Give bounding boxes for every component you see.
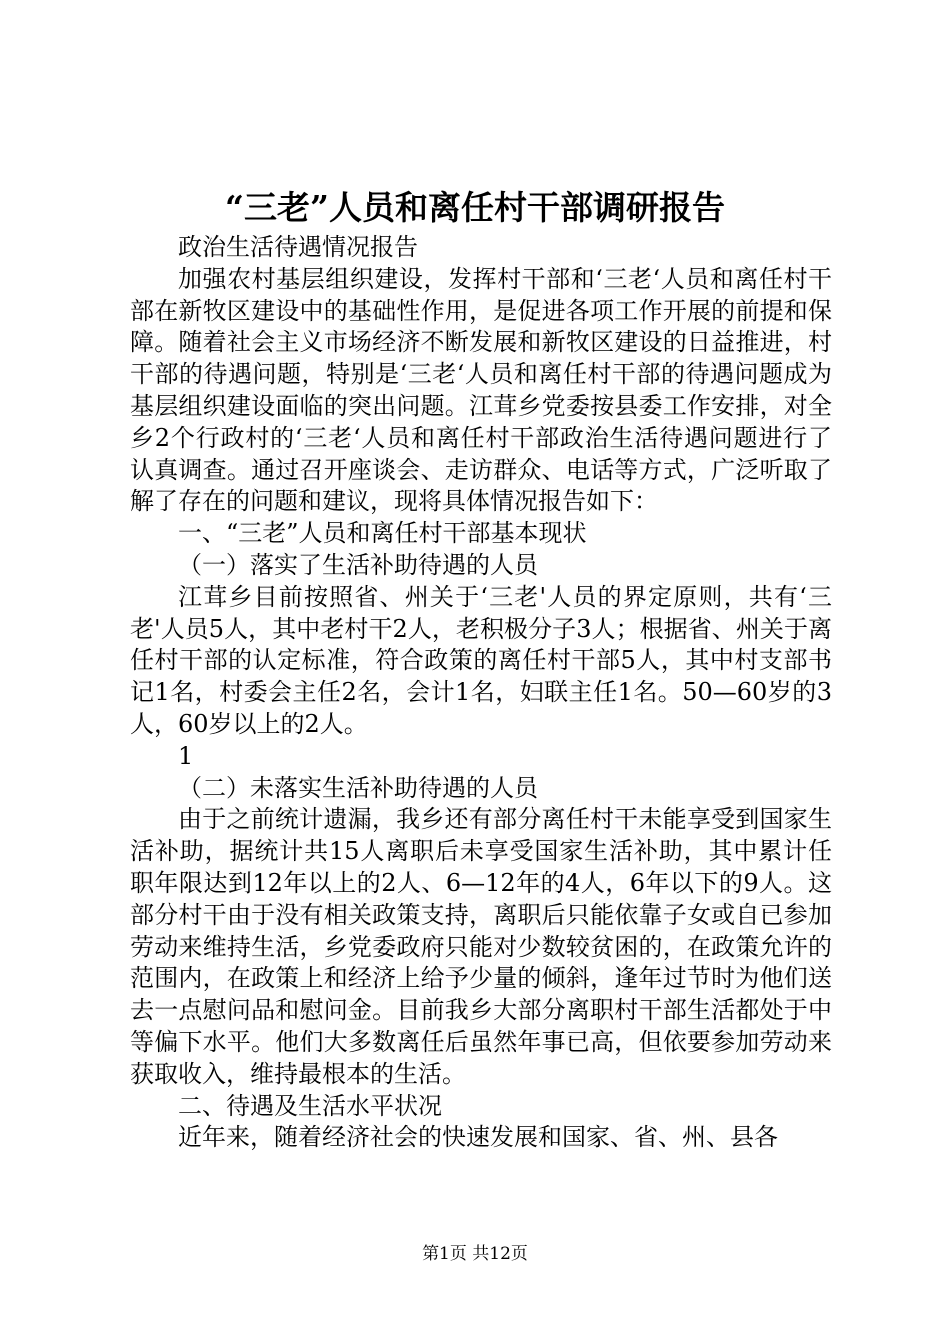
paragraph-subtitle: 政治生活待遇情况报告: [178, 233, 418, 261]
paragraph-section-2: 近年来，随着经济社会的快速发展和国家、省、州、县各: [178, 1123, 778, 1152]
heading-section-2: 二、待遇及生活水平状况: [178, 1091, 442, 1120]
document-body: [130, 232, 832, 1154]
paragraph-subsection-2: 由于之前统计遗漏，我乡还有部分离任村干未能享受到国家生活补助，据统计共15人离职后未享受国家生活补助，其中累计任职年限达到12年以上的2人、6—12年的4人，6年以下的9人。这部分村干由于没有相关政策支持，离职后只能依靠子女或自已参加劳动来维持生活，乡党委政府只能对少数较贫困的，在政策允许的范围内，在政策上和经济上给予少量的倾斜，逢年过节时为他们送去一点慰问品和慰问金。目前我乡大部分离职村干部生活都处于中等偏下水平。他们大多数离任后虽然年事已高，但依要参加劳动来获取收入，维持最根本的生活。: [130, 805, 832, 1088]
paragraph-intro: 加强农村基层组织建设，发挥村干部和‘三老‘人员和离任村干部在新牧区建设中的基础性作用，是促进各项工作开展的前提和保障。随着社会主义市场经济不断发展和新牧区建设的日益推进，村干部的待遇问题，特别是‘三老‘人员和离任村干部的待遇问题成为基层组织建设面临的突出问题。江茸乡党委按县委工作安排，对全乡2个行政村的‘三老‘人员和离任村干部政治生活待遇问题进行了认真调查。通过召开座谈会、走访群众、电话等方式，广泛听取了解了存在的问题和建议，现将具体情况报告如下：: [130, 264, 832, 516]
paragraph-subsection-1: 江茸乡目前按照省、州关于‘三老'人员的界定原则，共有‘三老'人员5人，其中老村干2人，老积极分子3人；根据省、州关于离任村干部的认定标准，符合政策的离任村干部5人，其中村支部书记1名，村委会主任2名，会计1名，妇联主任1名。50—60岁的3人，60岁以上的2人。: [130, 582, 832, 738]
page-footer: 第1页 共12页: [422, 1244, 528, 1264]
heading-section-1: 一、“三老”人员和离任村干部基本现状: [178, 519, 587, 548]
heading-subsection-2: （二）未落实生活补助待遇的人员: [178, 773, 538, 802]
inline-page-number: 1: [178, 741, 194, 770]
heading-subsection-1: （一）落实了生活补助待遇的人员: [178, 550, 538, 579]
document-title: “三老”人员和离任村干部调研报告: [225, 188, 725, 227]
